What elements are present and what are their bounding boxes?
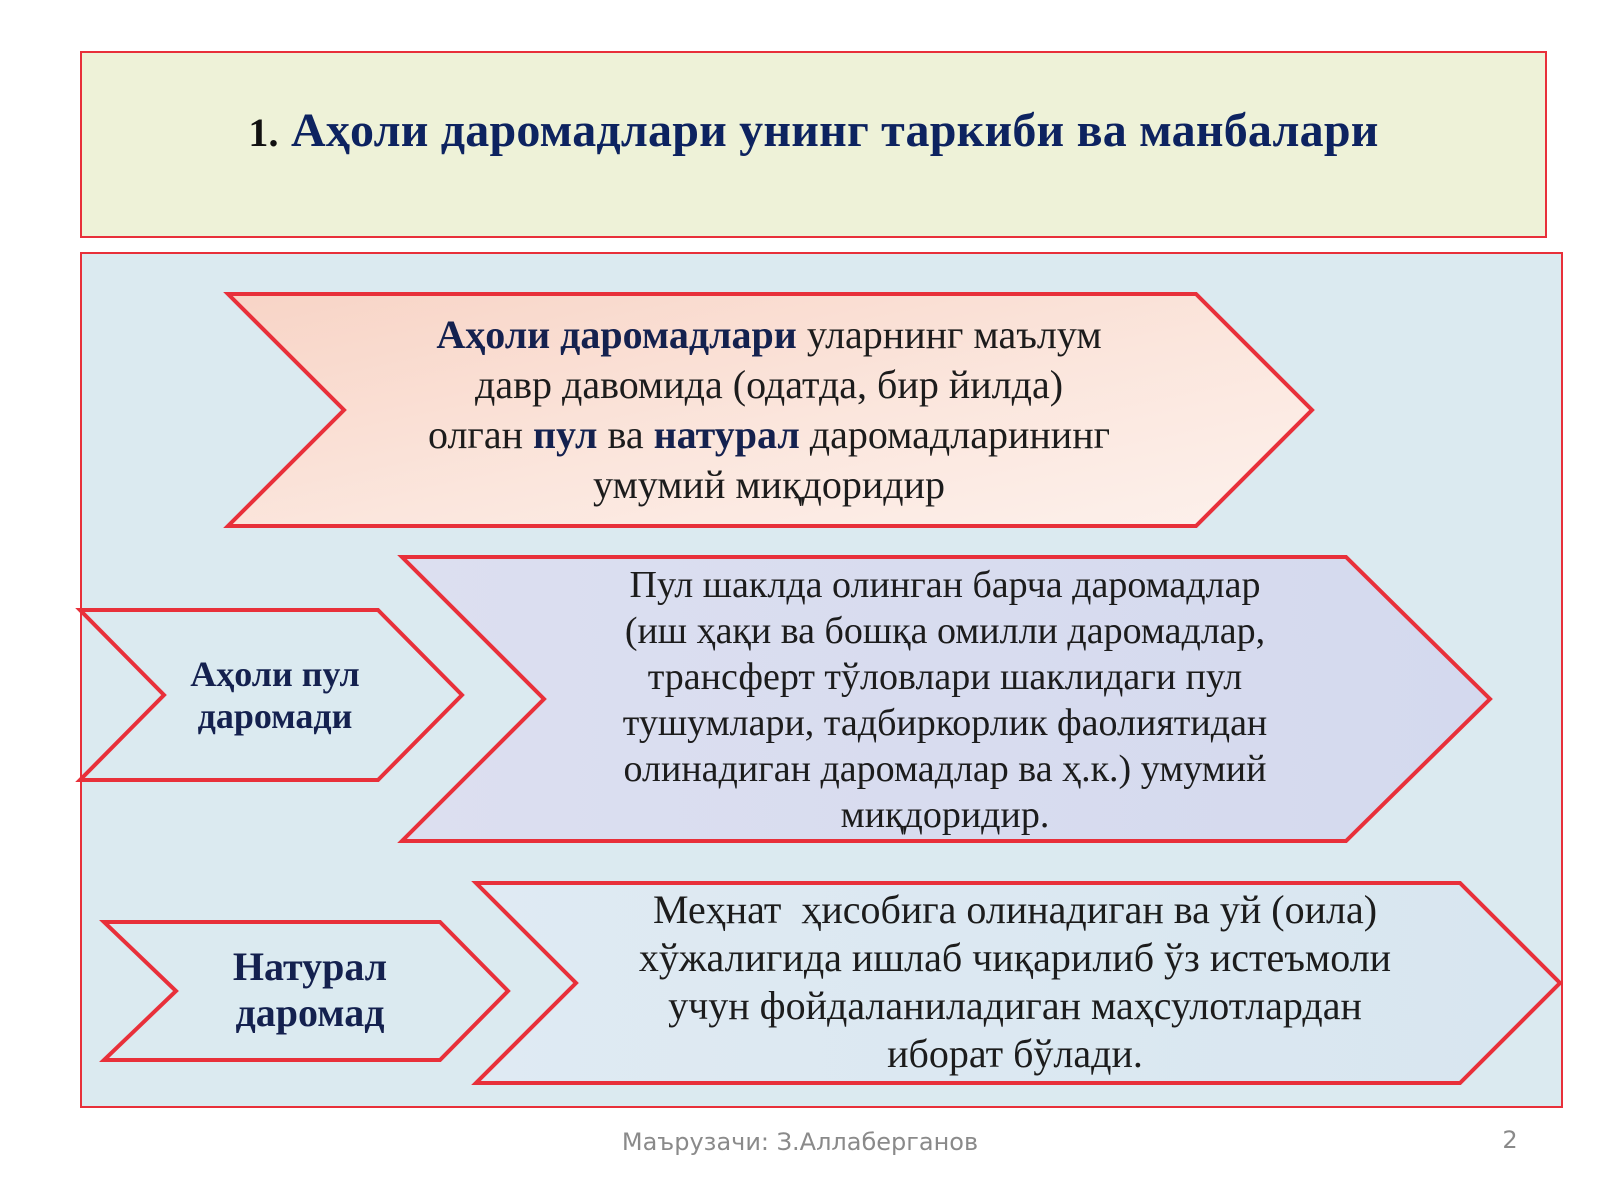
definition-line3-c: даромадларининг bbox=[799, 412, 1111, 457]
footer-author: Маърузачи: З.Аллаберганов bbox=[621, 1128, 979, 1156]
definition-bold-lead: Аҳоли даромадлари bbox=[436, 312, 797, 357]
natural-income-description bbox=[570, 886, 1460, 1078]
natural-desc-line-2: хўжалигида ишлаб чиқарилиб ўз истеъмоли bbox=[638, 935, 1392, 980]
natural-income-label-line-1: Натурал bbox=[232, 944, 388, 989]
money-desc-line-2: (иш ҳақи ва бошқа омилли даромадлар, bbox=[624, 610, 1266, 652]
money-desc-line-5: олинадиган даромадлар ва ҳ.к.) умумий bbox=[623, 748, 1267, 790]
title-number: 1. bbox=[248, 110, 279, 155]
definition-line3-b: ва bbox=[597, 412, 654, 457]
money-desc-line-4: тушумлари, тадбиркорлик фаолиятидан bbox=[622, 702, 1268, 744]
money-income-label bbox=[160, 653, 390, 737]
definition-line-1 bbox=[344, 310, 1194, 360]
natural-desc-line-1: Меҳнат ҳисобига олинадиган ва уй (оила) bbox=[652, 887, 1378, 932]
natural-desc-line-3: учун фойдаланиладиган маҳсулотлардан bbox=[668, 983, 1362, 1028]
natural-income-label bbox=[180, 944, 440, 1036]
definition-line-3 bbox=[344, 410, 1194, 460]
definition-bold-money: пул bbox=[532, 412, 598, 457]
definition-part1: уларнинг маълум bbox=[796, 312, 1102, 357]
title-text: Аҳоли даромадлари унинг таркиби ва манбалари bbox=[290, 104, 1379, 157]
money-desc-line-1: Пул шаклда олинган барча даромадлар bbox=[629, 564, 1261, 606]
money-income-description bbox=[540, 562, 1350, 838]
definition-bold-natural: натурал bbox=[653, 412, 800, 457]
definition-line-2: давр давомида (одатда, бир йилда) bbox=[474, 362, 1064, 407]
money-income-label-line-1: Аҳоли пул bbox=[190, 654, 360, 694]
money-income-label-line-2: даромади bbox=[197, 696, 353, 736]
definition-line3-a: олган bbox=[427, 412, 533, 457]
money-desc-line-6: миқдоридир. bbox=[840, 794, 1050, 836]
money-desc-line-3: трансферт тўловлари шаклидаги пул bbox=[647, 656, 1243, 698]
natural-income-label-line-2: даромад bbox=[235, 990, 385, 1035]
definition-text bbox=[344, 310, 1194, 510]
page-number: 2 bbox=[1502, 1126, 1518, 1154]
definition-line-4: умумий миқдоридир bbox=[592, 462, 946, 507]
natural-desc-line-4: иборат бўлади. bbox=[887, 1031, 1143, 1076]
